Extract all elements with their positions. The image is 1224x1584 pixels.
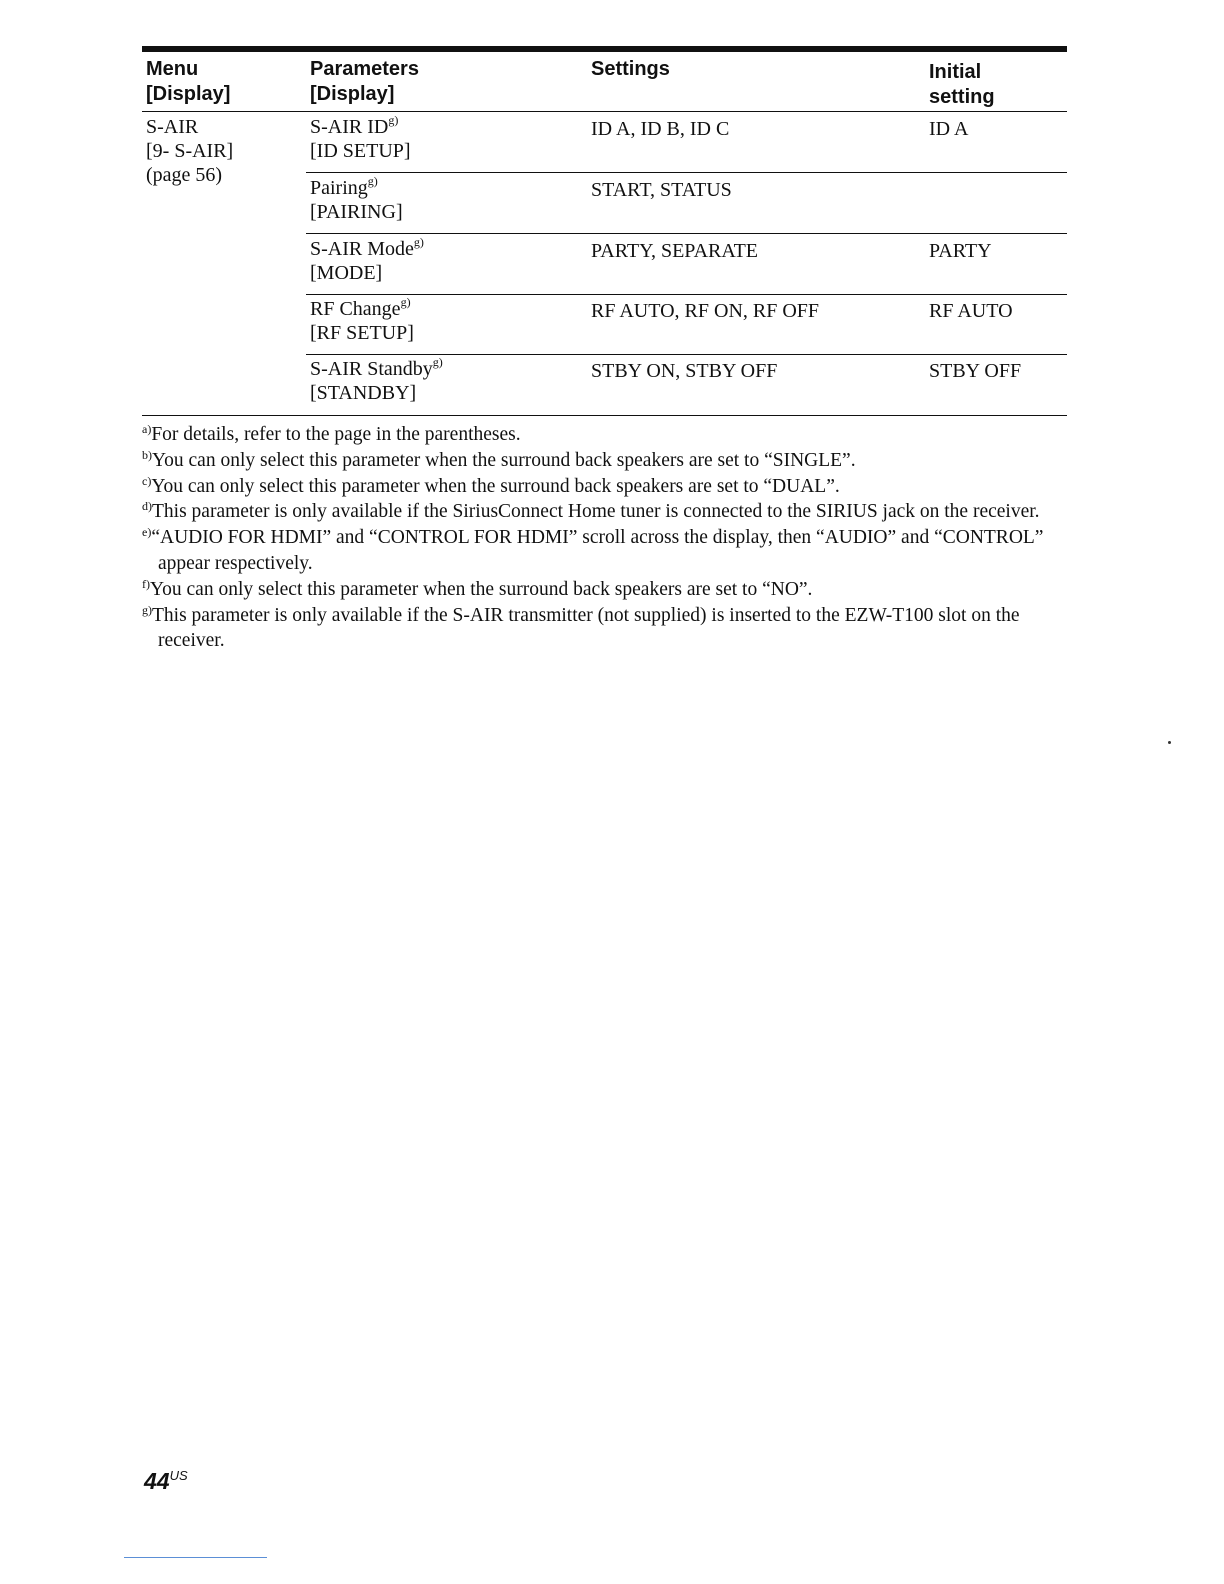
page-number-suffix: US: [169, 1468, 188, 1483]
settings-cell: RF AUTO, RF ON, RF OFF: [591, 300, 820, 322]
parameter-name: S-AIR Standby: [310, 358, 433, 380]
table-body: [142, 112, 1067, 416]
footnote-mark: e): [142, 525, 152, 540]
scan-speck: [1168, 741, 1171, 744]
footnote-item: [142, 448, 1072, 474]
footnote-text: This parameter is only available if the SiriusConnect Home tuner is connected to the SIRIUS jack on the receiver.: [152, 501, 1040, 523]
footnote-text: “AUDIO FOR HDMI” and “CONTROL FOR HDMI” scroll across the display, then “AUDIO” and “CONTROL” appear respectively.: [151, 527, 1044, 574]
parameter-name: RF Change: [310, 298, 401, 320]
parameter-cell: [310, 176, 403, 224]
footnotes: [142, 422, 1072, 654]
header-parameters-line: [Display]: [310, 83, 395, 105]
parameter-name: S-AIR ID: [310, 116, 389, 138]
parameter-display: [MODE]: [310, 262, 383, 284]
header-menu: [146, 57, 230, 107]
footnote-item: [142, 474, 1072, 500]
settings-table: [142, 46, 1067, 416]
footnote-text: For details, refer to the page in the parentheses.: [151, 424, 521, 445]
footnote-text: You can only select this parameter when the surround back speakers are set to “DUAL”.: [151, 475, 840, 497]
footnote-text: You can only select this parameter when the surround back speakers are set to “SINGLE”.: [152, 449, 856, 471]
menu-page-ref: (page 56): [146, 164, 223, 186]
header-settings-line: Settings: [591, 58, 670, 80]
table-header-row: [142, 52, 1067, 112]
footnote-ref: g): [400, 295, 411, 309]
footnote-mark: a): [142, 422, 152, 436]
parameter-name: S-AIR Mode: [310, 238, 414, 260]
footnote-ref: g): [413, 235, 424, 249]
header-settings: [591, 57, 670, 82]
footnote-item: [142, 577, 1072, 603]
table-row: [306, 354, 1067, 414]
initial-setting-cell: PARTY: [929, 240, 992, 262]
footnote-item: [142, 525, 1072, 577]
footnote-ref: g): [388, 113, 399, 127]
page-number-value: 44: [144, 1468, 170, 1494]
header-initial-line: Initial: [929, 61, 982, 83]
menu-name: S-AIR: [146, 116, 199, 138]
header-menu-line: Menu: [146, 58, 199, 80]
footnote-mark: c): [142, 473, 152, 488]
header-initial-line: setting: [929, 86, 995, 108]
parameter-display: [PAIRING]: [310, 201, 403, 223]
footnote-mark: d): [142, 499, 152, 514]
footnote-mark: b): [142, 447, 152, 462]
footnote-mark: g): [142, 602, 152, 617]
menu-display: [9- S-AIR]: [146, 140, 234, 162]
footnote-item: [142, 422, 1072, 448]
parameter-name: Pairing: [310, 177, 368, 199]
footnote-ref: g): [367, 174, 378, 188]
header-menu-line: [Display]: [146, 83, 231, 105]
table-row: [306, 112, 1067, 173]
footnote-item: [142, 499, 1072, 525]
settings-cell: START, STATUS: [591, 179, 732, 201]
header-initial-setting: [929, 60, 995, 110]
footnote-mark: f): [142, 576, 150, 591]
bottom-rule: [124, 1557, 267, 1558]
footnote-text: This parameter is only available if the S-AIR transmitter (not supplied) is inserted to the EZW-T100 slot on the receiver.: [152, 604, 1020, 652]
table-row: [306, 294, 1067, 355]
parameter-cell: [310, 237, 424, 285]
footnote-ref: g): [432, 355, 443, 369]
header-parameters-line: Parameters: [310, 58, 419, 80]
parameter-display: [RF SETUP]: [310, 322, 414, 344]
parameter-display: [ID SETUP]: [310, 140, 411, 162]
header-parameters: [310, 57, 419, 107]
footnote-text: You can only select this parameter when the surround back speakers are set to “NO”.: [150, 578, 813, 600]
settings-cell: ID A, ID B, ID C: [591, 118, 730, 140]
initial-setting-cell: ID A: [929, 118, 969, 140]
settings-cell: STBY ON, STBY OFF: [591, 360, 778, 382]
table-row: [306, 173, 1067, 234]
footnote-item: [142, 603, 1072, 655]
parameter-cell: [310, 115, 411, 163]
initial-setting-cell: STBY OFF: [929, 360, 1022, 382]
settings-cell: PARTY, SEPARATE: [591, 240, 759, 262]
parameter-cell: [310, 297, 414, 345]
menu-cell-s-air: [146, 115, 233, 187]
table-row: [306, 234, 1067, 295]
parameter-display: [STANDBY]: [310, 382, 417, 404]
initial-setting-cell: RF AUTO: [929, 300, 1013, 322]
page-number: [144, 1468, 188, 1495]
parameter-cell: [310, 357, 443, 405]
